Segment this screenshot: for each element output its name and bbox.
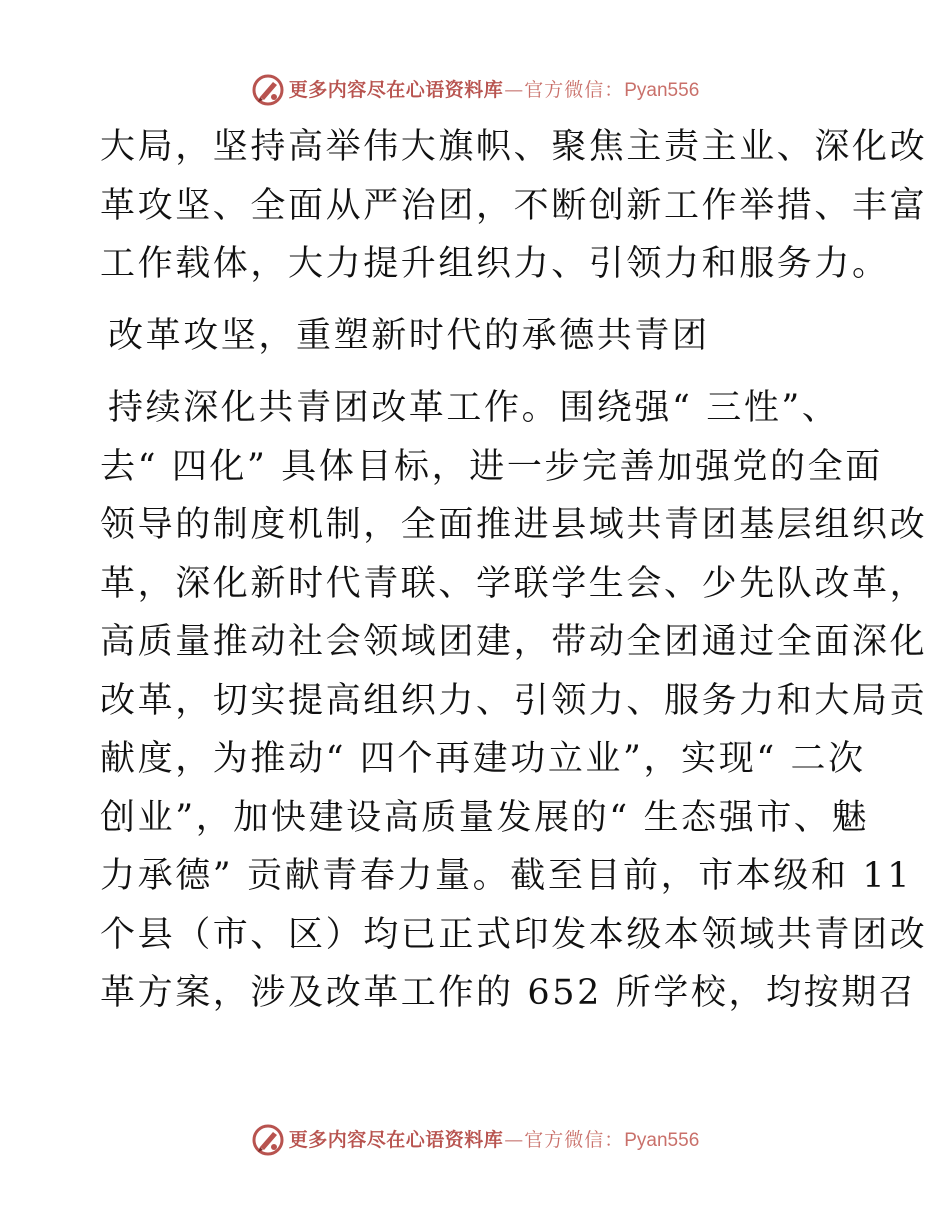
text-line: 革方案，涉及改革工作的 652 所学校，均按期召 [100, 973, 917, 1013]
watermark-brand: 更多内容尽在心语资料库 [288, 1128, 504, 1151]
text-line: 工作载体，大力提升组织力、引领力和服务力。 [100, 244, 890, 284]
text-line: 高质量推动社会领域团建，带动全团通过全面深化 [100, 622, 928, 662]
text-line: 力承德” 贡献青春力量。截至目前，市本级和 11 [100, 856, 913, 896]
watermark-wechat-id: Pyan556 [624, 1129, 700, 1151]
watermark-wechat-id: Pyan556 [624, 79, 700, 101]
watermark-separator: — [504, 1128, 524, 1151]
watermark-brand: 更多内容尽在心语资料库 [288, 78, 504, 101]
text-line: 创业”，加快建设高质量发展的“ 生态强市、魅 [100, 797, 870, 838]
watermark-label: 官方微信： [524, 78, 625, 101]
pen-logo-icon [251, 1123, 285, 1157]
paragraph-1 [100, 118, 928, 294]
text-line: 去“ 四化” 具体目标，进一步完善加强党的全面 [100, 446, 883, 487]
document-body [100, 118, 928, 1023]
header-watermark [0, 70, 950, 110]
watermark-separator: — [504, 78, 524, 101]
section-heading: 改革攻坚，重塑新时代的承德共青团 [108, 315, 710, 356]
text-line: 大局，坚持高举伟大旗帜、聚焦主责主业、深化改 [100, 127, 928, 167]
text-line: 革攻坚、全面从严治团，不断创新工作举措、丰富 [100, 185, 928, 226]
watermark-label: 官方微信： [524, 1128, 625, 1151]
text-line: 个县（市、区）均已正式印发本级本领域共青团改 [100, 914, 928, 955]
pen-logo-icon [251, 73, 285, 107]
paragraph-2 [100, 379, 928, 1023]
text-line: 革，深化新时代青联、学联学生会、少先队改革， [100, 563, 928, 604]
text-line: 改革，切实提高组织力、引领力、服务力和大局贡 [100, 680, 928, 721]
text-line: 领导的制度机制，全面推进县域共青团基层组织改 [100, 505, 928, 545]
text-line: 献度，为推动“ 四个再建功立业”，实现“ 二次 [100, 739, 866, 779]
footer-watermark [0, 1120, 950, 1160]
text-line: 持续深化共青团改革工作。围绕强“ 三性”、 [108, 388, 840, 428]
